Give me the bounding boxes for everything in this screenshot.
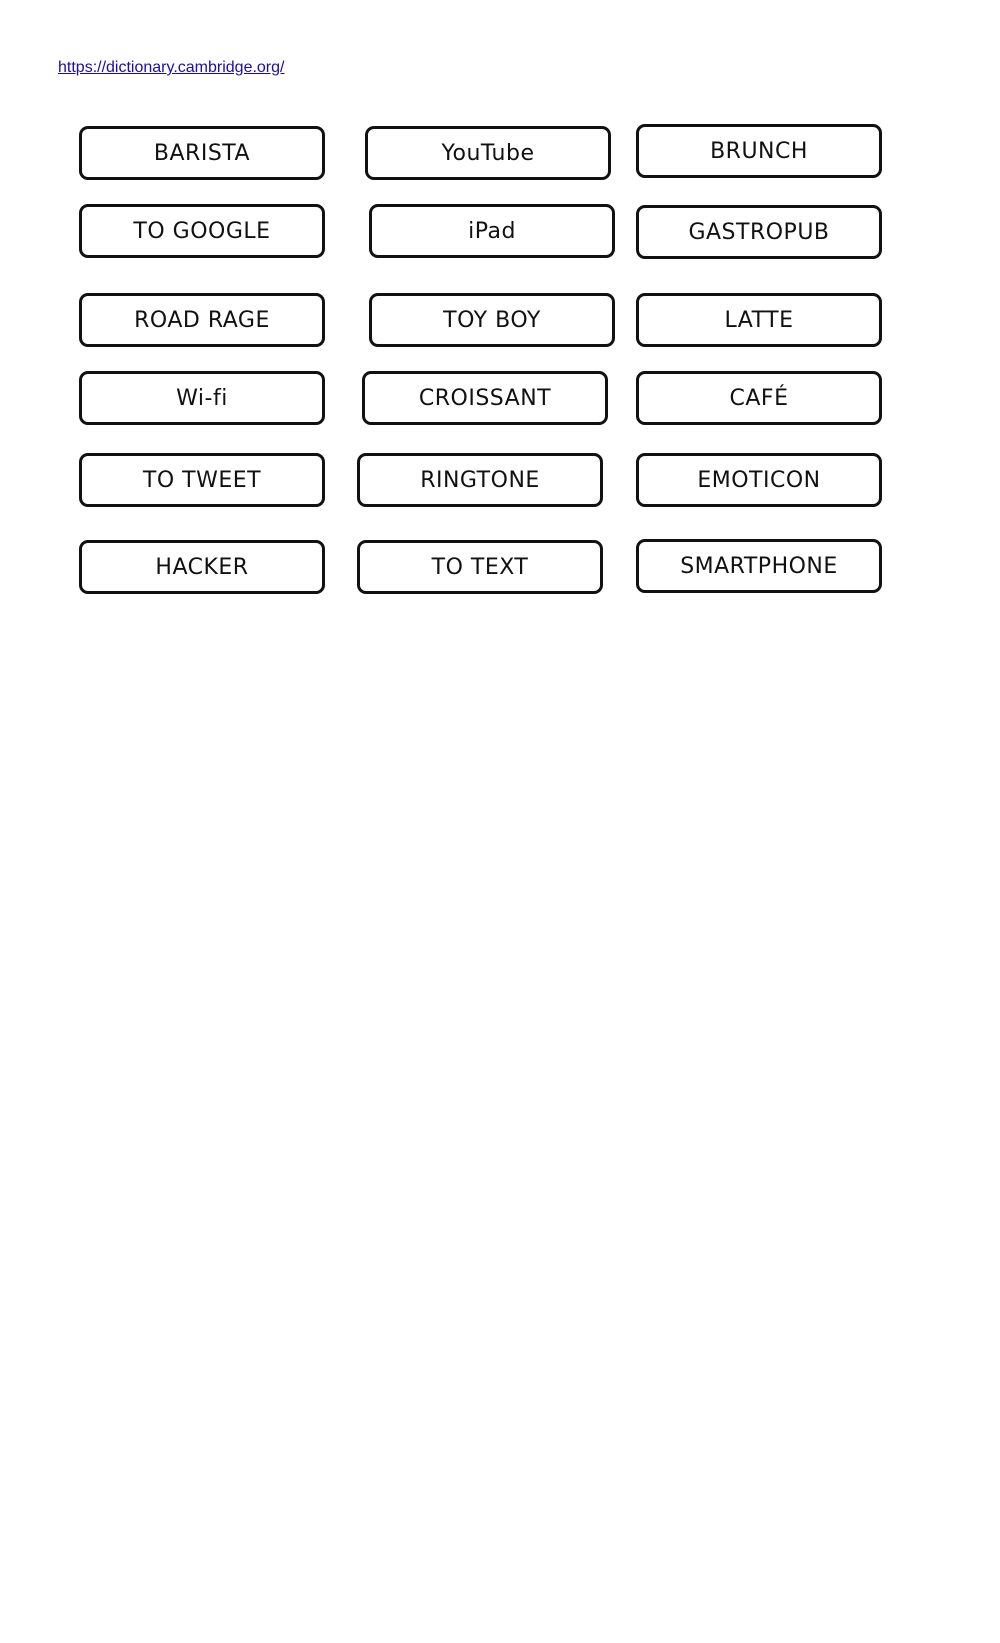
word-card-emoticon[interactable]: EMOTICON — [636, 453, 882, 507]
word-card-to-google[interactable]: TO GOOGLE — [79, 204, 325, 258]
word-card-youtube[interactable]: YouTube — [365, 126, 611, 180]
word-card-wi-fi[interactable]: Wi-fi — [79, 371, 325, 425]
word-card-toy-boy[interactable]: TOY BOY — [369, 293, 615, 347]
dictionary-link[interactable]: https://dictionary.cambridge.org/ — [58, 59, 285, 76]
word-card-road-rage[interactable]: ROAD RAGE — [79, 293, 325, 347]
word-card-croissant[interactable]: CROISSANT — [362, 371, 608, 425]
word-card-hacker[interactable]: HACKER — [79, 540, 325, 594]
word-card-gastropub[interactable]: GASTROPUB — [636, 205, 882, 259]
word-card-to-text[interactable]: TO TEXT — [357, 540, 603, 594]
word-card-brunch[interactable]: BRUNCH — [636, 124, 882, 178]
word-card-to-tweet[interactable]: TO TWEET — [79, 453, 325, 507]
word-card-barista[interactable]: BARISTA — [79, 126, 325, 180]
word-card-latte[interactable]: LATTE — [636, 293, 882, 347]
word-card-smartphone[interactable]: SMARTPHONE — [636, 539, 882, 593]
word-card-ipad[interactable]: iPad — [369, 204, 615, 258]
word-card-cafe[interactable]: CAFÉ — [636, 371, 882, 425]
word-card-ringtone[interactable]: RINGTONE — [357, 453, 603, 507]
